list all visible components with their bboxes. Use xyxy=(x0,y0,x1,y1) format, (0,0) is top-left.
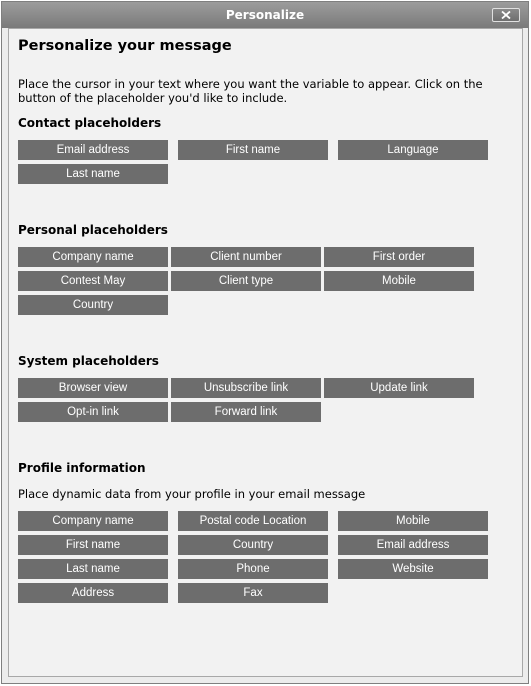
intro-text-line-2: button of the placeholder you'd like to include. xyxy=(18,91,288,105)
personal-company-name-button[interactable]: Company name xyxy=(18,247,168,267)
system-update-link-button[interactable]: Update link xyxy=(324,378,474,398)
contact-first-name-button[interactable]: First name xyxy=(178,140,328,160)
profile-mobile-button[interactable]: Mobile xyxy=(338,511,488,531)
personal-mobile-button[interactable]: Mobile xyxy=(324,271,474,291)
personalize-dialog xyxy=(1,1,529,684)
profile-address-button[interactable]: Address xyxy=(18,583,168,603)
window-title: Personalize xyxy=(225,8,305,22)
intro-text-line-1: Place the cursor in your text where you want the variable to appear. Click on the xyxy=(18,77,483,91)
personal-first-order-button[interactable]: First order xyxy=(324,247,474,267)
title-bar xyxy=(2,2,528,28)
profile-website-button[interactable]: Website xyxy=(338,559,488,579)
profile-phone-button[interactable]: Phone xyxy=(178,559,328,579)
profile-first-name-button[interactable]: First name xyxy=(18,535,168,555)
profile-last-name-button[interactable]: Last name xyxy=(18,559,168,579)
close-button[interactable] xyxy=(492,8,520,22)
profile-email-address-button[interactable]: Email address xyxy=(338,535,488,555)
content-panel xyxy=(8,28,523,677)
contact-last-name-button[interactable]: Last name xyxy=(18,164,168,184)
profile-company-name-button[interactable]: Company name xyxy=(18,511,168,531)
system-unsubscribe-link-button[interactable]: Unsubscribe link xyxy=(171,378,321,398)
profile-information-heading: Profile information xyxy=(18,461,146,475)
personal-contest-may-button[interactable]: Contest May xyxy=(18,271,168,291)
page-title: Personalize your message xyxy=(18,38,232,54)
system-placeholders-heading: System placeholders xyxy=(18,354,159,368)
personal-client-type-button[interactable]: Client type xyxy=(171,271,321,291)
profile-information-description: Place dynamic data from your profile in your email message xyxy=(18,487,366,501)
system-opt-in-link-button[interactable]: Opt-in link xyxy=(18,402,168,422)
personal-placeholders-heading: Personal placeholders xyxy=(18,223,168,237)
close-icon xyxy=(501,11,511,19)
profile-fax-button[interactable]: Fax xyxy=(178,583,328,603)
contact-email-address-button[interactable]: Email address xyxy=(18,140,168,160)
contact-placeholders-heading: Contact placeholders xyxy=(18,116,162,130)
personal-client-number-button[interactable]: Client number xyxy=(171,247,321,267)
profile-country-button[interactable]: Country xyxy=(178,535,328,555)
system-forward-link-button[interactable]: Forward link xyxy=(171,402,321,422)
contact-language-button[interactable]: Language xyxy=(338,140,488,160)
personal-country-button[interactable]: Country xyxy=(18,295,168,315)
system-browser-view-button[interactable]: Browser view xyxy=(18,378,168,398)
profile-postal-code-location-button[interactable]: Postal code Location xyxy=(178,511,328,531)
